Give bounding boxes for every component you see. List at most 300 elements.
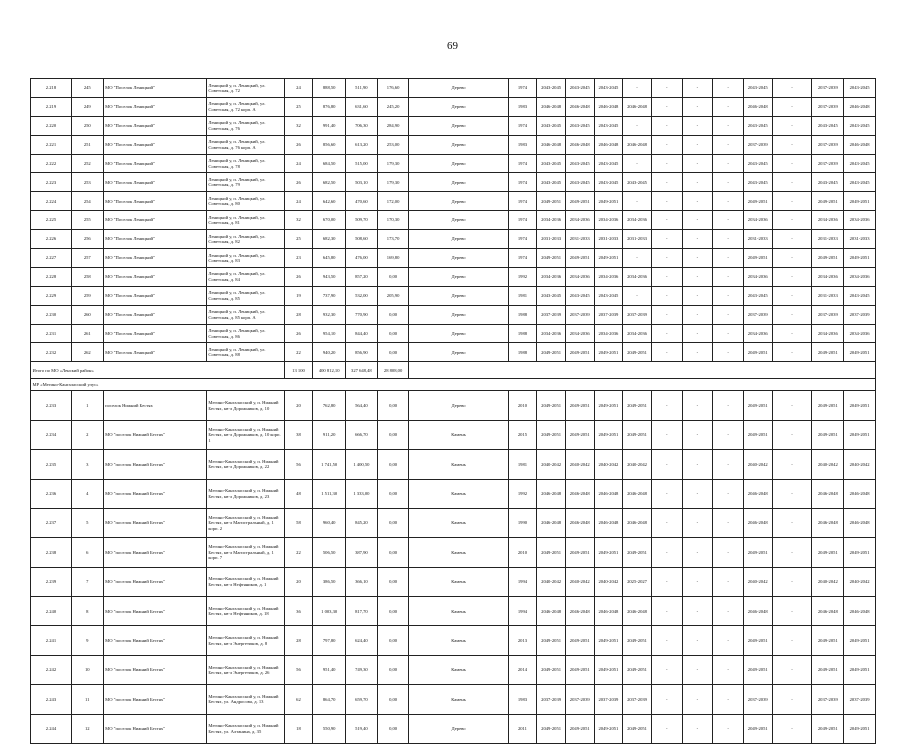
cell-work-period-9: -	[772, 135, 812, 154]
cell-work-period-5: -	[651, 714, 682, 743]
cell-address: Леницкий у, п. Леницкий, ул. Советская, д. 88	[206, 343, 284, 362]
cell-apartments: 32	[284, 116, 313, 135]
cell-work-period-11: 2049-2051	[844, 343, 876, 362]
cell-wall-material: Камень	[409, 597, 508, 626]
cell-work-period-3: 2031-2033	[594, 230, 623, 249]
cell-work-period-10: 2049-2051	[812, 420, 844, 449]
cell-apartments: 26	[284, 135, 313, 154]
cell-work-period-7: -	[713, 420, 744, 449]
cell-work-period-2: 2043-2045	[565, 286, 594, 305]
cell-work-period-11: 2031-2033	[844, 230, 876, 249]
cell-work-period-5: -	[651, 391, 682, 420]
cell-total-area: 991,40	[313, 116, 346, 135]
cell-build-year: 1981	[508, 450, 537, 479]
cell-work-period-3: 2049-2051	[594, 192, 623, 211]
cell-total-area: 670,00	[313, 211, 346, 230]
cell-build-year: 1983	[508, 97, 537, 116]
cell-wall-material: Дерево	[409, 116, 508, 135]
cell-work-period-8: 2031-2033	[743, 230, 772, 249]
cell-work-period-1: 2046-2048	[537, 97, 566, 116]
cell-work-period-2: 2031-2033	[565, 230, 594, 249]
cell-work-period-2: 2043-2045	[565, 154, 594, 173]
cell-work-period-2: 2034-2036	[565, 324, 594, 343]
cell-build-year: 1988	[508, 305, 537, 324]
cell-work-period-7: -	[713, 324, 744, 343]
table-row	[31, 116, 876, 135]
table-row	[31, 286, 876, 305]
cell-work-period-3: 2040-2042	[594, 450, 623, 479]
cell-nonliving-area: 245,20	[377, 97, 409, 116]
cell-work-period-1: 2043-2045	[537, 116, 566, 135]
cell-build-year: 1974	[508, 211, 537, 230]
cell-work-period-5: -	[651, 192, 682, 211]
cell-work-period-8: 2043-2045	[743, 79, 772, 98]
cell-work-period-3: 2034-2036	[594, 211, 623, 230]
table-row	[31, 230, 876, 249]
cell-living-area: 519,40	[346, 714, 378, 743]
cell-work-period-8: 2046-2048	[743, 479, 772, 508]
cell-work-period-2: 2037-2039	[565, 685, 594, 714]
cell-work-period-2: 2049-2051	[565, 391, 594, 420]
cell-work-period-2: 2040-2042	[565, 567, 594, 596]
cell-work-period-6: -	[682, 626, 713, 655]
cell-row-number: 2.242	[31, 655, 72, 684]
cell-work-period-7: -	[713, 538, 744, 567]
cell-nonliving-area: 173,70	[377, 230, 409, 249]
cell-build-year: 1992	[508, 479, 537, 508]
cell-apartments: 48	[284, 479, 313, 508]
cell-work-period-2: 2046-2048	[565, 97, 594, 116]
cell-row-number: 2.235	[31, 450, 72, 479]
table-row	[31, 391, 876, 420]
cell-address: Леницкий у, п. Леницкий, ул. Советская, д. 78	[206, 154, 284, 173]
table-row	[31, 714, 876, 743]
cell-registry-number: 3	[71, 450, 103, 479]
cell-work-period-8: 2049-2051	[743, 538, 772, 567]
cell-work-period-8: 2043-2045	[743, 286, 772, 305]
cell-work-period-8: 2037-2039	[743, 305, 772, 324]
cell-work-period-3: 2046-2048	[594, 479, 623, 508]
cell-work-period-5: -	[651, 508, 682, 537]
cell-work-period-6: -	[682, 305, 713, 324]
cell-nonliving-area: 205,90	[377, 286, 409, 305]
cell-work-period-5: -	[651, 249, 682, 268]
cell-work-period-8: 2034-2036	[743, 267, 772, 286]
cell-work-period-5: -	[651, 324, 682, 343]
cell-work-period-6: -	[682, 450, 713, 479]
cell-work-period-9: -	[772, 714, 812, 743]
cell-wall-material: Дерево	[409, 97, 508, 116]
cell-wall-material: Дерево	[409, 391, 508, 420]
table-row	[31, 135, 876, 154]
cell-address: Леницкий у, п. Леницкий, ул. Советская, д. 82	[206, 230, 284, 249]
cell-work-period-6: -	[682, 597, 713, 626]
cell-work-period-1: 2034-2036	[537, 211, 566, 230]
cell-work-period-4: 2046-2048	[623, 479, 652, 508]
cell-municipality: МО "Поселок Леницкий"	[103, 230, 206, 249]
cell-municipality: поселок Нижний Бестях	[103, 391, 206, 420]
cell-work-period-4: 2025-2027	[623, 567, 652, 596]
cell-municipality: МО "Поселок Леницкий"	[103, 211, 206, 230]
cell-apartments: 62	[284, 685, 313, 714]
cell-work-period-9: -	[772, 655, 812, 684]
cell-work-period-1: 2049-2051	[537, 343, 566, 362]
cell-work-period-3: 2046-2048	[594, 508, 623, 537]
cell-living-area: 857,20	[346, 267, 378, 286]
cell-apartments: 56	[284, 655, 313, 684]
cell-registry-number: 11	[71, 685, 103, 714]
cell-living-area: 613,20	[346, 135, 378, 154]
cell-work-period-7: -	[713, 479, 744, 508]
cell-work-period-7: -	[713, 192, 744, 211]
cell-work-period-6: -	[682, 685, 713, 714]
cell-living-area: 509,70	[346, 211, 378, 230]
cell-address: Мегино-Кангаласский у, п. Нижний Бестях, кв-л Магистральный, д. 1 корп. 2	[206, 508, 284, 537]
cell-work-period-11: 2043-2045	[844, 286, 876, 305]
cell-total-area: 737,90	[313, 286, 346, 305]
cell-nonliving-area: 284,90	[377, 116, 409, 135]
cell-work-period-9: -	[772, 450, 812, 479]
cell-work-period-6: -	[682, 154, 713, 173]
cell-address: Мегино-Кангаласский у, п. Нижний Бестях, кв-л Дорожников, д. 22	[206, 450, 284, 479]
cell-registry-number: 10	[71, 655, 103, 684]
cell-work-period-3: 2034-2036	[594, 324, 623, 343]
cell-address: Леницкий у, п. Леницкий, ул. Советская, д. 85	[206, 286, 284, 305]
cell-municipality: МО "Поселок Леницкий"	[103, 135, 206, 154]
table-row	[31, 267, 876, 286]
cell-work-period-9: -	[772, 343, 812, 362]
cell-work-period-9: -	[772, 538, 812, 567]
cell-work-period-6: -	[682, 267, 713, 286]
table-row	[31, 249, 876, 268]
cell-work-period-6: -	[682, 420, 713, 449]
cell-work-period-2: 2043-2045	[565, 79, 594, 98]
cell-work-period-7: -	[713, 116, 744, 135]
cell-work-period-3: 2049-2051	[594, 538, 623, 567]
cell-row-number: 2.229	[31, 286, 72, 305]
cell-work-period-8: 2049-2051	[743, 391, 772, 420]
cell-work-period-2: 2043-2045	[565, 173, 594, 192]
cell-work-period-4: 2049-2051	[623, 420, 652, 449]
cell-row-number: 2.222	[31, 154, 72, 173]
cell-address: Мегино-Кангаласский у, п. Нижний Бестях, кв-л Нефтяников, д. 18	[206, 597, 284, 626]
cell-work-period-1: 2049-2051	[537, 249, 566, 268]
cell-nonliving-area: 0,00	[377, 626, 409, 655]
cell-work-period-3: 2046-2048	[594, 97, 623, 116]
cell-work-period-6: -	[682, 567, 713, 596]
cell-work-period-9: -	[772, 154, 812, 173]
table-row	[31, 420, 876, 449]
cell-work-period-5: -	[651, 597, 682, 626]
cell-address: Мегино-Кангаласский у, п. Нижний Бестях, кв-л Дорожников, д. 10	[206, 391, 284, 420]
cell-work-period-2: 2049-2051	[565, 655, 594, 684]
cell-work-period-5: -	[651, 685, 682, 714]
cell-work-period-10: 2037-2039	[812, 154, 844, 173]
cell-wall-material: Камень	[409, 420, 508, 449]
cell-work-period-11: 2037-2039	[844, 305, 876, 324]
cell-total-area: 506,50	[313, 538, 346, 567]
cell-apartments: 18	[284, 714, 313, 743]
cell-work-period-8: 2034-2036	[743, 324, 772, 343]
cell-work-period-8: 2046-2048	[743, 97, 772, 116]
cell-total-area: 954,10	[313, 324, 346, 343]
cell-work-period-9: -	[772, 597, 812, 626]
cell-registry-number: 250	[71, 116, 103, 135]
cell-work-period-9: -	[772, 420, 812, 449]
cell-build-year: 1974	[508, 192, 537, 211]
cell-nonliving-area: 253,00	[377, 135, 409, 154]
cell-nonliving-area: 0,00	[377, 450, 409, 479]
cell-work-period-4: 2034-2036	[623, 324, 652, 343]
cell-row-number: 2.221	[31, 135, 72, 154]
cell-work-period-8: 2043-2045	[743, 173, 772, 192]
cell-work-period-11: 2046-2048	[844, 135, 876, 154]
cell-apartments: 24	[284, 192, 313, 211]
cell-registry-number: 257	[71, 249, 103, 268]
cell-living-area: 631,60	[346, 97, 378, 116]
cell-work-period-2: 2049-2051	[565, 714, 594, 743]
cell-row-number: 2.228	[31, 267, 72, 286]
cell-work-period-9: -	[772, 508, 812, 537]
cell-work-period-6: -	[682, 211, 713, 230]
cell-work-period-5: -	[651, 154, 682, 173]
cell-work-period-9: -	[772, 211, 812, 230]
cell-work-period-5: -	[651, 116, 682, 135]
cell-build-year: 1988	[508, 343, 537, 362]
cell-nonliving-area: 0,00	[377, 685, 409, 714]
cell-work-period-7: -	[713, 286, 744, 305]
cell-work-period-1: 2043-2045	[537, 79, 566, 98]
cell-work-period-2: 2040-2042	[565, 450, 594, 479]
cell-row-number: 2.233	[31, 391, 72, 420]
cell-apartments: 28	[284, 626, 313, 655]
cell-row-number: 2.225	[31, 211, 72, 230]
cell-municipality: МО "Поселок Леницкий"	[103, 173, 206, 192]
cell-work-period-11: 2046-2048	[844, 508, 876, 537]
cell-work-period-3: 2046-2048	[594, 135, 623, 154]
summary-label: Итого по МО «Ленский район»	[31, 362, 285, 379]
cell-total-area: 682,30	[313, 230, 346, 249]
cell-registry-number: 253	[71, 173, 103, 192]
cell-nonliving-area: 179,30	[377, 173, 409, 192]
table-row	[31, 626, 876, 655]
cell-wall-material: Дерево	[409, 324, 508, 343]
cell-work-period-11: 2049-2051	[844, 249, 876, 268]
cell-registry-number: 8	[71, 597, 103, 626]
cell-municipality: МО "поселок Нижний Бестях"	[103, 538, 206, 567]
cell-work-period-1: 2046-2048	[537, 597, 566, 626]
cell-work-period-2: 2049-2051	[565, 626, 594, 655]
cell-build-year: 2015	[508, 420, 537, 449]
cell-municipality: МО "поселок Нижний Бестях"	[103, 450, 206, 479]
cell-living-area: 666,70	[346, 420, 378, 449]
cell-registry-number: 259	[71, 286, 103, 305]
cell-apartments: 28	[284, 305, 313, 324]
cell-row-number: 2.220	[31, 116, 72, 135]
cell-work-period-11: 2043-2045	[844, 79, 876, 98]
cell-address: Леницкий у, п. Леницкий, ул. Советская, д. 85 корп. А	[206, 305, 284, 324]
cell-work-period-9: -	[772, 116, 812, 135]
cell-total-area: 911,20	[313, 420, 346, 449]
table-row	[31, 211, 876, 230]
cell-apartments: 26	[284, 173, 313, 192]
cell-work-period-7: -	[713, 343, 744, 362]
cell-work-period-2: 2037-2039	[565, 305, 594, 324]
table-row	[31, 655, 876, 684]
cell-work-period-9: -	[772, 192, 812, 211]
cell-apartments: 19	[284, 286, 313, 305]
cell-work-period-5: -	[651, 305, 682, 324]
cell-address: Леницкий у, п. Леницкий, ул. Советская, д. 76 корп. А	[206, 135, 284, 154]
cell-address: Мегино-Кангаласский у, п. Нижний Бестях, ул. Андросова, д. 13	[206, 685, 284, 714]
cell-municipality: МО "Поселок Леницкий"	[103, 249, 206, 268]
cell-work-period-4: 2034-2036	[623, 211, 652, 230]
cell-work-period-7: -	[713, 597, 744, 626]
cell-wall-material: Камень	[409, 626, 508, 655]
cell-build-year: 2011	[508, 714, 537, 743]
summary-nonliving-area: 28 808,00	[377, 362, 409, 379]
cell-registry-number: 252	[71, 154, 103, 173]
cell-nonliving-area: 0,00	[377, 305, 409, 324]
table-row	[31, 508, 876, 537]
cell-work-period-8: 2037-2039	[743, 685, 772, 714]
cell-total-area: 876,80	[313, 97, 346, 116]
cell-living-area: 1 333,00	[346, 479, 378, 508]
cell-work-period-7: -	[713, 97, 744, 116]
cell-work-period-2: 2049-2051	[565, 192, 594, 211]
cell-registry-number: 7	[71, 567, 103, 596]
cell-living-area: 706,30	[346, 116, 378, 135]
cell-wall-material: Дерево	[409, 135, 508, 154]
table-row	[31, 154, 876, 173]
cell-work-period-9: -	[772, 267, 812, 286]
cell-apartments: 23	[284, 249, 313, 268]
summary-count: 13 100	[284, 362, 313, 379]
cell-total-area: 762,80	[313, 391, 346, 420]
cell-work-period-5: -	[651, 450, 682, 479]
cell-living-area: 845,20	[346, 508, 378, 537]
cell-total-area: 797,80	[313, 626, 346, 655]
cell-apartments: 24	[284, 79, 313, 98]
cell-living-area: 387,90	[346, 538, 378, 567]
cell-work-period-4: 2037-2039	[623, 305, 652, 324]
cell-work-period-4: 2049-2051	[623, 626, 652, 655]
cell-work-period-11: 2049-2051	[844, 538, 876, 567]
cell-total-area: 1 741,50	[313, 450, 346, 479]
cell-work-period-4: 2040-2042	[623, 450, 652, 479]
summary-living-area: 327 648,48	[346, 362, 378, 379]
cell-work-period-10: 2049-2051	[812, 538, 844, 567]
cell-work-period-7: -	[713, 450, 744, 479]
cell-living-area: 366,10	[346, 567, 378, 596]
cell-work-period-1: 2037-2039	[537, 685, 566, 714]
cell-work-period-7: -	[713, 655, 744, 684]
table-row	[31, 324, 876, 343]
cell-work-period-2: 2049-2051	[565, 538, 594, 567]
cell-wall-material: Дерево	[409, 79, 508, 98]
cell-apartments: 22	[284, 343, 313, 362]
cell-build-year: 1974	[508, 230, 537, 249]
cell-living-area: 1 400,50	[346, 450, 378, 479]
cell-address: Леницкий у, п. Леницкий, ул. Советская, д. 86	[206, 324, 284, 343]
cell-work-period-6: -	[682, 391, 713, 420]
cell-wall-material: Дерево	[409, 249, 508, 268]
cell-wall-material: Дерево	[409, 286, 508, 305]
cell-build-year: 1974	[508, 79, 537, 98]
cell-nonliving-area: 0,00	[377, 714, 409, 743]
table-row	[31, 567, 876, 596]
cell-row-number: 2.240	[31, 597, 72, 626]
table-row	[31, 479, 876, 508]
cell-nonliving-area: 172,00	[377, 192, 409, 211]
cell-municipality: МО "Поселок Леницкий"	[103, 97, 206, 116]
cell-work-period-1: 2034-2036	[537, 267, 566, 286]
cell-work-period-8: 2046-2048	[743, 597, 772, 626]
cell-work-period-1: 2046-2048	[537, 479, 566, 508]
table-row	[31, 97, 876, 116]
cell-work-period-6: -	[682, 714, 713, 743]
cell-work-period-9: -	[772, 685, 812, 714]
cell-work-period-6: -	[682, 249, 713, 268]
cell-work-period-4: 2046-2048	[623, 597, 652, 626]
cell-row-number: 2.237	[31, 508, 72, 537]
cell-build-year: 1983	[508, 685, 537, 714]
cell-work-period-2: 2046-2048	[565, 508, 594, 537]
table-row	[31, 192, 876, 211]
cell-living-area: 503,10	[346, 173, 378, 192]
cell-wall-material: Камень	[409, 685, 508, 714]
cell-municipality: МО "поселок Нижний Бестях"	[103, 508, 206, 537]
cell-registry-number: 260	[71, 305, 103, 324]
cell-row-number: 2.227	[31, 249, 72, 268]
cell-total-area: 684,50	[313, 154, 346, 173]
cell-work-period-2: 2049-2051	[565, 249, 594, 268]
cell-work-period-8: 2049-2051	[743, 343, 772, 362]
cell-work-period-10: 2046-2048	[812, 508, 844, 537]
cell-work-period-4: 2049-2051	[623, 391, 652, 420]
cell-municipality: МО "Поселок Леницкий"	[103, 116, 206, 135]
cell-build-year: 1974	[508, 249, 537, 268]
cell-work-period-3: 2049-2051	[594, 420, 623, 449]
cell-registry-number: 256	[71, 230, 103, 249]
cell-municipality: МО "поселок Нижний Бестях"	[103, 714, 206, 743]
cell-work-period-8: 2049-2051	[743, 626, 772, 655]
cell-row-number: 2.234	[31, 420, 72, 449]
cell-apartments: 26	[284, 324, 313, 343]
cell-address: Мегино-Кангаласский у, п. Нижний Бестях, кв-л Магистральный, д. 1 корп. 7	[206, 538, 284, 567]
cell-nonliving-area: 0,00	[377, 567, 409, 596]
cell-registry-number: 2	[71, 420, 103, 449]
cell-work-period-1: 2031-2033	[537, 230, 566, 249]
cell-work-period-3: 2040-2042	[594, 567, 623, 596]
table-row	[31, 597, 876, 626]
cell-build-year: 1983	[508, 135, 537, 154]
cell-work-period-7: -	[713, 267, 744, 286]
cell-nonliving-area: 0,00	[377, 343, 409, 362]
cell-apartments: 24	[284, 154, 313, 173]
cell-nonliving-area: 176,60	[377, 79, 409, 98]
cell-build-year: 2010	[508, 391, 537, 420]
cell-work-period-11: 2043-2045	[844, 116, 876, 135]
cell-work-period-11: 2049-2051	[844, 420, 876, 449]
cell-work-period-2: 2046-2048	[565, 597, 594, 626]
cell-work-period-3: 2049-2051	[594, 249, 623, 268]
cell-apartments: 36	[284, 597, 313, 626]
cell-work-period-10: 2037-2039	[812, 79, 844, 98]
cell-address: Леницкий у, п. Леницкий, ул. Советская, д. 79	[206, 173, 284, 192]
cell-work-period-8: 2049-2051	[743, 420, 772, 449]
cell-row-number: 2.232	[31, 343, 72, 362]
